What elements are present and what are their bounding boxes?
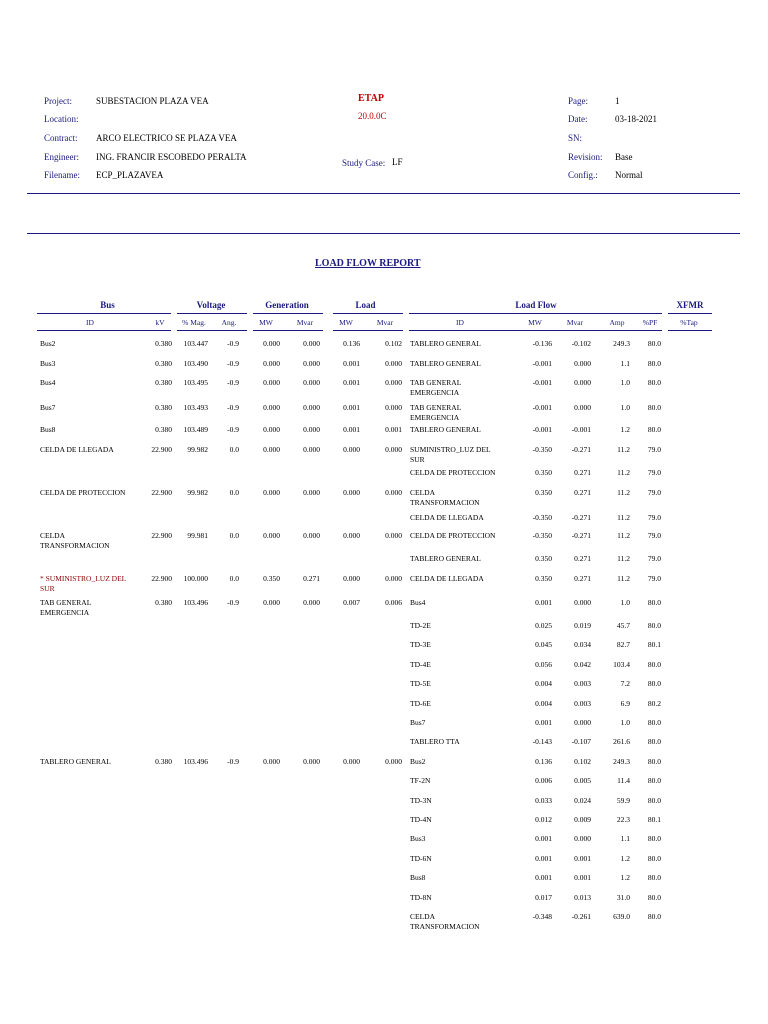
bus-id: CELDA DE PROTECCION [40, 488, 126, 497]
load-mvar: 0.102 [385, 339, 402, 348]
col-kv: kV [155, 318, 165, 327]
load-mw: 0.000 [343, 757, 360, 766]
flow-to-id: CELDA TRANSFORMACION [410, 912, 480, 931]
flow-mvar: 0.271 [574, 488, 591, 497]
voltage-ang: -0.9 [227, 425, 239, 434]
group-generation: Generation [265, 300, 309, 310]
flow-pf: 79.0 [647, 445, 661, 454]
flow-amp: 7.2 [620, 679, 630, 688]
flow-to-id: TAB GENERAL EMERGENCIA [410, 403, 461, 422]
header-divider-bottom [27, 233, 740, 234]
flow-mvar: 0.102 [574, 757, 591, 766]
voltage-mag: 99.982 [187, 488, 208, 497]
voltage-mag: 99.981 [187, 531, 208, 540]
flow-amp: 1.0 [620, 378, 630, 387]
flow-amp: 1.0 [620, 718, 630, 727]
flow-to-id: TF-2N [410, 776, 431, 785]
col-line-xfmr [668, 330, 712, 331]
flow-mw: 0.017 [535, 893, 552, 902]
flow-amp: 103.4 [613, 660, 630, 669]
flow-pf: 80.2 [647, 699, 661, 708]
project-value: SUBESTACION PLAZA VEA [96, 96, 209, 106]
flow-mw: -0.350 [532, 513, 552, 522]
flow-amp: 11.2 [617, 513, 630, 522]
flow-mw: 0.006 [535, 776, 552, 785]
load-mw: 0.000 [343, 574, 360, 583]
study-case-label: Study Case: [342, 158, 386, 168]
date-value: 03-18-2021 [615, 114, 657, 124]
flow-to-id: TD-2E [410, 621, 431, 630]
flow-pf: 80.0 [647, 893, 661, 902]
flow-amp: 82.7 [616, 640, 630, 649]
col-flow-mvar: Mvar [566, 318, 584, 327]
bus-kv: 22.900 [151, 531, 172, 540]
flow-amp: 11.2 [617, 554, 630, 563]
flow-mw: -0.348 [532, 912, 552, 921]
gen-mw: 0.000 [263, 378, 280, 387]
flow-amp: 1.2 [620, 425, 630, 434]
flow-pf: 80.0 [647, 660, 661, 669]
group-voltage: Voltage [196, 300, 226, 310]
bus-id: TABLERO GENERAL [40, 757, 111, 766]
flow-mvar: 0.271 [574, 468, 591, 477]
flow-amp: 1.1 [620, 359, 630, 368]
flow-mw: 0.001 [535, 854, 552, 863]
flow-mw: -0.001 [532, 378, 552, 387]
flow-mvar: 0.000 [574, 378, 591, 387]
app-version: 20.0.0C [358, 111, 387, 121]
flow-pf: 79.0 [647, 531, 661, 540]
flow-amp: 11.2 [617, 574, 630, 583]
flow-to-id: TAB GENERAL EMERGENCIA [410, 378, 461, 397]
flow-amp: 1.0 [620, 403, 630, 412]
flow-mvar: 0.003 [574, 699, 591, 708]
flow-mw: 0.001 [535, 834, 552, 843]
load-mvar: 0.000 [385, 757, 402, 766]
contract-label: Contract: [44, 133, 78, 143]
load-mw: 0.000 [343, 488, 360, 497]
group-load-flow: Load Flow [515, 300, 557, 310]
flow-to-id: TD-8N [410, 893, 432, 902]
flow-to-id: TD-3N [410, 796, 432, 805]
flow-mw: 0.012 [535, 815, 552, 824]
col-load-mvar: Mvar [376, 318, 394, 327]
flow-mvar: 0.034 [574, 640, 591, 649]
report-title: LOAD FLOW REPORT [315, 258, 421, 269]
col-bus-id: ID [86, 318, 94, 327]
flow-mw: 0.001 [535, 718, 552, 727]
flow-pf: 80.0 [647, 425, 661, 434]
group-line-bus [37, 313, 171, 314]
flow-to-id: TD-5E [410, 679, 431, 688]
gen-mvar: 0.271 [303, 574, 320, 583]
col-pf: %PF [642, 318, 658, 327]
flow-pf: 79.0 [647, 488, 661, 497]
flow-to-id: TD-6E [410, 699, 431, 708]
flow-mvar: -0.271 [571, 531, 591, 540]
flow-mw: -0.350 [532, 531, 552, 540]
load-mvar: 0.000 [385, 359, 402, 368]
bus-kv: 0.380 [155, 757, 172, 766]
flow-to-id: SUMINISTRO_LUZ DEL SUR [410, 445, 491, 464]
flow-to-id: TABLERO GENERAL [410, 554, 481, 563]
voltage-mag: 103.496 [183, 598, 208, 607]
location-label: Location: [44, 114, 79, 124]
config-value: Normal [615, 170, 643, 180]
voltage-ang: -0.9 [227, 403, 239, 412]
flow-mw: 0.350 [535, 574, 552, 583]
load-mw: 0.001 [343, 403, 360, 412]
engineer-label: Engineer: [44, 152, 79, 162]
load-mw: 0.007 [343, 598, 360, 607]
flow-pf: 80.1 [647, 640, 661, 649]
bus-id: Bus4 [40, 378, 56, 387]
col-tap: %Tap [680, 318, 698, 327]
gen-mw: 0.000 [263, 757, 280, 766]
flow-amp: 11.2 [617, 445, 630, 454]
flow-amp: 22.3 [616, 815, 630, 824]
flow-mvar: -0.001 [571, 425, 591, 434]
group-xfmr: XFMR [676, 300, 704, 310]
col-load-mw: MW [339, 318, 353, 327]
load-mvar: 0.000 [385, 445, 402, 454]
bus-id: * SUMINISTRO_LUZ DEL SUR [40, 574, 126, 593]
flow-mvar: 0.271 [574, 574, 591, 583]
flow-pf: 80.0 [647, 621, 661, 630]
flow-mvar: -0.261 [571, 912, 591, 921]
group-line-load [333, 313, 403, 314]
load-mw: 0.001 [343, 378, 360, 387]
col-line-load [333, 330, 403, 331]
flow-to-id: TD-4N [410, 815, 432, 824]
voltage-ang: 0.0 [229, 574, 239, 583]
flow-pf: 80.0 [647, 737, 661, 746]
gen-mvar: 0.000 [303, 339, 320, 348]
flow-to-id: TD-6N [410, 854, 432, 863]
flow-to-id: TD-3E [410, 640, 431, 649]
gen-mw: 0.000 [263, 598, 280, 607]
gen-mw: 0.000 [263, 531, 280, 540]
load-mvar: 0.000 [385, 531, 402, 540]
flow-pf: 79.0 [647, 513, 661, 522]
voltage-mag: 103.493 [183, 403, 208, 412]
config-label: Config.: [568, 170, 598, 180]
group-line-voltage [177, 313, 247, 314]
flow-mw: -0.001 [532, 425, 552, 434]
bus-id: CELDA TRANSFORMACION [40, 531, 110, 550]
flow-amp: 11.2 [617, 468, 630, 477]
gen-mw: 0.000 [263, 445, 280, 454]
flow-mw: -0.001 [532, 403, 552, 412]
voltage-mag: 103.489 [183, 425, 208, 434]
load-mvar: 0.000 [385, 403, 402, 412]
voltage-ang: -0.9 [227, 598, 239, 607]
contract-value: ARCO ELECTRICO SE PLAZA VEA [96, 133, 237, 143]
flow-amp: 1.1 [620, 834, 630, 843]
col-flow-mw: MW [528, 318, 542, 327]
flow-mvar: 0.000 [574, 403, 591, 412]
flow-to-id: Bus3 [410, 834, 426, 843]
flow-mw: 0.350 [535, 554, 552, 563]
flow-amp: 31.0 [616, 893, 630, 902]
flow-mw: 0.136 [535, 757, 552, 766]
flow-mw: 0.004 [535, 699, 552, 708]
revision-label: Revision: [568, 152, 603, 162]
col-line-load-flow [409, 330, 662, 331]
flow-amp: 249.3 [613, 757, 630, 766]
flow-mw: 0.004 [535, 679, 552, 688]
load-mvar: 0.000 [385, 574, 402, 583]
gen-mvar: 0.000 [303, 445, 320, 454]
flow-to-id: CELDA DE PROTECCION [410, 468, 496, 477]
bus-kv: 22.900 [151, 488, 172, 497]
load-mw: 0.000 [343, 445, 360, 454]
flow-mvar: 0.024 [574, 796, 591, 805]
flow-amp: 249.3 [613, 339, 630, 348]
flow-pf: 80.0 [647, 776, 661, 785]
app-name: ETAP [358, 93, 384, 104]
bus-id: Bus7 [40, 403, 56, 412]
flow-pf: 80.0 [647, 679, 661, 688]
flow-pf: 80.0 [647, 873, 661, 882]
group-line-load-flow [409, 313, 662, 314]
bus-kv: 22.900 [151, 445, 172, 454]
bus-id: Bus2 [40, 339, 56, 348]
gen-mvar: 0.000 [303, 598, 320, 607]
flow-pf: 80.0 [647, 339, 661, 348]
col-flow-id: ID [456, 318, 464, 327]
flow-amp: 261.6 [613, 737, 630, 746]
load-mvar: 0.000 [385, 488, 402, 497]
load-mw: 0.001 [343, 359, 360, 368]
flow-mvar: -0.271 [571, 513, 591, 522]
flow-mvar: 0.001 [574, 873, 591, 882]
date-label: Date: [568, 114, 588, 124]
flow-mvar: -0.102 [571, 339, 591, 348]
flow-pf: 80.0 [647, 598, 661, 607]
flow-amp: 11.4 [617, 776, 630, 785]
gen-mvar: 0.000 [303, 359, 320, 368]
flow-amp: 59.9 [616, 796, 630, 805]
flow-pf: 79.0 [647, 554, 661, 563]
filename-value: ECP_PLAZAVEA [96, 170, 164, 180]
flow-mw: -0.350 [532, 445, 552, 454]
voltage-ang: -0.9 [227, 359, 239, 368]
flow-to-id: Bus7 [410, 718, 426, 727]
load-mw: 0.000 [343, 531, 360, 540]
flow-to-id: Bus4 [410, 598, 426, 607]
gen-mw: 0.000 [263, 488, 280, 497]
flow-mvar: 0.000 [574, 598, 591, 607]
bus-kv: 22.900 [151, 574, 172, 583]
voltage-mag: 99.982 [187, 445, 208, 454]
voltage-ang: 0.0 [229, 488, 239, 497]
gen-mvar: 0.000 [303, 378, 320, 387]
voltage-mag: 103.495 [183, 378, 208, 387]
flow-to-id: CELDA DE LLEGADA [410, 513, 484, 522]
flow-mw: -0.001 [532, 359, 552, 368]
flow-pf: 80.0 [647, 378, 661, 387]
flow-mvar: -0.107 [571, 737, 591, 746]
voltage-mag: 103.490 [183, 359, 208, 368]
flow-amp: 11.2 [617, 488, 630, 497]
flow-amp: 45.7 [616, 621, 630, 630]
flow-to-id: CELDA DE LLEGADA [410, 574, 484, 583]
gen-mw: 0.000 [263, 359, 280, 368]
bus-id: CELDA DE LLEGADA [40, 445, 114, 454]
flow-mvar: 0.003 [574, 679, 591, 688]
flow-mw: 0.045 [535, 640, 552, 649]
flow-mvar: 0.042 [574, 660, 591, 669]
flow-pf: 80.0 [647, 403, 661, 412]
bus-kv: 0.380 [155, 425, 172, 434]
flow-mvar: 0.000 [574, 359, 591, 368]
bus-kv: 0.380 [155, 378, 172, 387]
bus-kv: 0.380 [155, 598, 172, 607]
gen-mvar: 0.000 [303, 403, 320, 412]
load-mw: 0.136 [343, 339, 360, 348]
flow-mvar: 0.271 [574, 554, 591, 563]
flow-mvar: 0.000 [574, 834, 591, 843]
flow-mvar: 0.019 [574, 621, 591, 630]
study-case-value: LF [392, 157, 403, 167]
flow-amp: 6.9 [620, 699, 630, 708]
voltage-ang: -0.9 [227, 757, 239, 766]
flow-amp: 11.2 [617, 531, 630, 540]
bus-id: Bus8 [40, 425, 56, 434]
flow-to-id: Bus8 [410, 873, 426, 882]
flow-pf: 80.0 [647, 757, 661, 766]
flow-pf: 80.0 [647, 912, 661, 921]
voltage-ang: 0.0 [229, 531, 239, 540]
gen-mw: 0.000 [263, 403, 280, 412]
flow-to-id: TD-4E [410, 660, 431, 669]
voltage-mag: 103.447 [183, 339, 208, 348]
flow-mw: -0.143 [532, 737, 552, 746]
flow-mw: 0.350 [535, 468, 552, 477]
header-divider-top [27, 193, 740, 194]
flow-pf: 80.1 [647, 815, 661, 824]
flow-to-id: CELDA TRANSFORMACION [410, 488, 480, 507]
flow-pf: 80.0 [647, 834, 661, 843]
flow-pf: 80.0 [647, 359, 661, 368]
sn-label: SN: [568, 133, 583, 143]
gen-mvar: 0.000 [303, 757, 320, 766]
flow-mw: 0.350 [535, 488, 552, 497]
flow-mvar: 0.009 [574, 815, 591, 824]
flow-to-id: CELDA DE PROTECCION [410, 531, 496, 540]
engineer-value: ING. FRANCIR ESCOBEDO PERALTA [96, 152, 247, 162]
flow-mw: 0.001 [535, 873, 552, 882]
bus-id: TAB GENERAL EMERGENCIA [40, 598, 91, 617]
flow-mvar: 0.001 [574, 854, 591, 863]
flow-amp: 1.2 [620, 854, 630, 863]
flow-mvar: 0.013 [574, 893, 591, 902]
group-bus: Bus [100, 300, 115, 310]
bus-kv: 0.380 [155, 339, 172, 348]
flow-mw: -0.136 [532, 339, 552, 348]
page-label: Page: [568, 96, 588, 106]
voltage-mag: 103.496 [183, 757, 208, 766]
col-amp: Amp [609, 318, 625, 327]
flow-amp: 1.2 [620, 873, 630, 882]
filename-label: Filename: [44, 170, 80, 180]
bus-id: Bus3 [40, 359, 56, 368]
load-mw: 0.001 [343, 425, 360, 434]
flow-pf: 79.0 [647, 468, 661, 477]
col-mag: % Mag. [182, 318, 206, 327]
flow-mw: 0.033 [535, 796, 552, 805]
flow-pf: 80.0 [647, 796, 661, 805]
gen-mw: 0.000 [263, 425, 280, 434]
project-label: Project: [44, 96, 72, 106]
gen-mw: 0.000 [263, 339, 280, 348]
gen-mvar: 0.000 [303, 425, 320, 434]
page-value: 1 [615, 96, 620, 106]
col-ang: Ang. [221, 318, 237, 327]
bus-kv: 0.380 [155, 403, 172, 412]
flow-mw: 0.001 [535, 598, 552, 607]
load-mvar: 0.000 [385, 378, 402, 387]
flow-to-id: TABLERO GENERAL [410, 359, 481, 368]
load-mvar: 0.001 [385, 425, 402, 434]
gen-mvar: 0.000 [303, 488, 320, 497]
flow-amp: 1.0 [620, 598, 630, 607]
flow-pf: 80.0 [647, 718, 661, 727]
group-load: Load [355, 300, 376, 310]
flow-pf: 79.0 [647, 574, 661, 583]
flow-mvar: -0.271 [571, 445, 591, 454]
flow-amp: 639.0 [613, 912, 630, 921]
bus-kv: 0.380 [155, 359, 172, 368]
revision-value: Base [615, 152, 633, 162]
flow-mw: 0.025 [535, 621, 552, 630]
gen-mvar: 0.000 [303, 531, 320, 540]
col-line-bus [37, 330, 171, 331]
group-line-generation [253, 313, 323, 314]
load-mvar: 0.006 [385, 598, 402, 607]
flow-pf: 80.0 [647, 854, 661, 863]
flow-to-id: TABLERO TTA [410, 737, 460, 746]
flow-mw: 0.056 [535, 660, 552, 669]
col-gen-mw: MW [259, 318, 273, 327]
voltage-mag: 100.000 [183, 574, 208, 583]
group-line-xfmr [668, 313, 712, 314]
flow-to-id: TABLERO GENERAL [410, 339, 481, 348]
flow-to-id: Bus2 [410, 757, 426, 766]
flow-mvar: 0.005 [574, 776, 591, 785]
col-gen-mvar: Mvar [296, 318, 314, 327]
col-line-voltage [177, 330, 247, 331]
flow-mvar: 0.000 [574, 718, 591, 727]
voltage-ang: -0.9 [227, 339, 239, 348]
gen-mw: 0.350 [263, 574, 280, 583]
flow-to-id: TABLERO GENERAL [410, 425, 481, 434]
voltage-ang: -0.9 [227, 378, 239, 387]
voltage-ang: 0.0 [229, 445, 239, 454]
col-line-generation [253, 330, 323, 331]
